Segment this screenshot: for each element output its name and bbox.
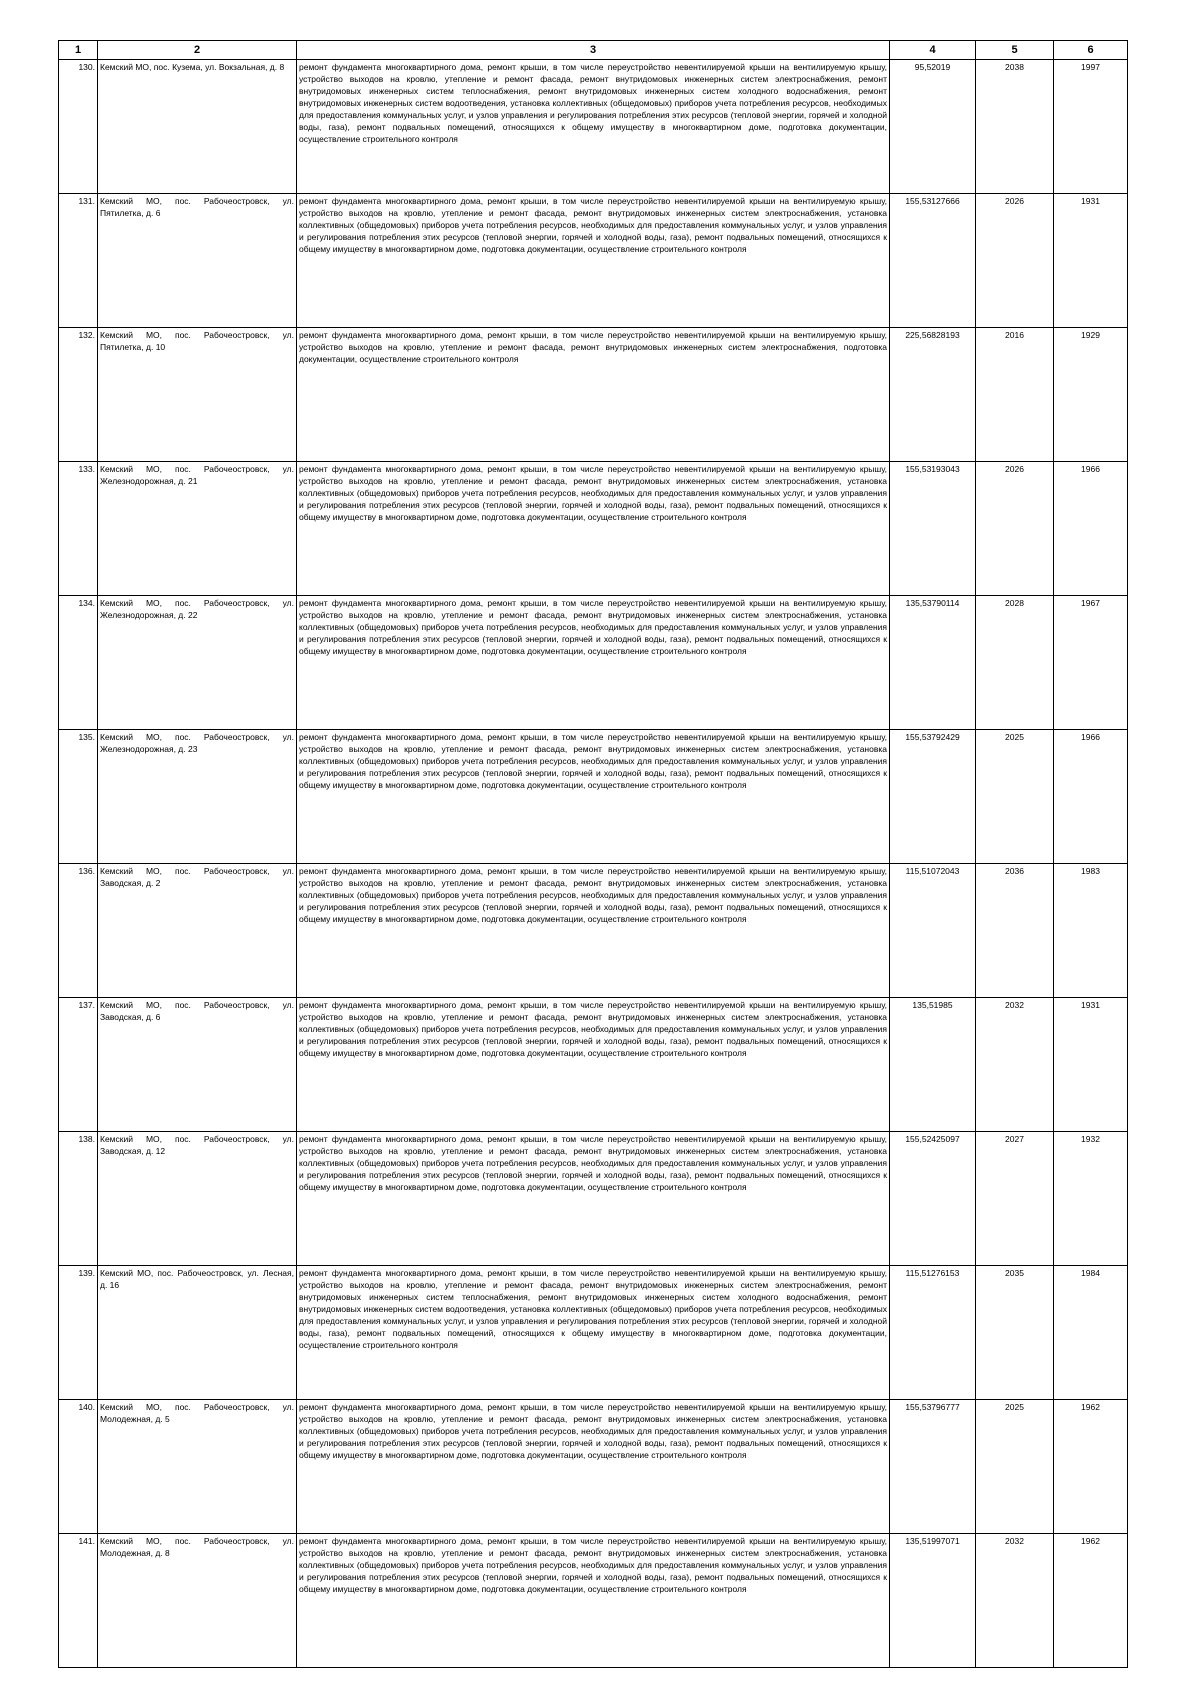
cost-cell: 135,51997071 bbox=[890, 1534, 976, 1668]
column-header: 1 bbox=[59, 41, 98, 60]
cost-cell: 155,53127666 bbox=[890, 194, 976, 328]
works-cell: ремонт фундамента многоквартирного дома, ремонт крыши, в том числе переустройство невентилируемой крыши на вентилируемую крышу, устройство выходов на кровлю, утепление и ремонт фасада, ремонт внутридомовых инженерных систем электроснабжения, установка коллективных (общедомовых) приборов учета потребления ресурсов, необходимых для предоставления коммунальных услуг, и узлов управления и регулирования потребления этих ресурсов (тепловой энергии, горячей и холодной воды, газа), ремонт подвальных помещений, относящихся к общему имуществу в многоквартирном доме, подготовка документации, осуществление строительного контроля bbox=[297, 194, 890, 328]
works-cell: ремонт фундамента многоквартирного дома, ремонт крыши, в том числе переустройство невентилируемой крыши на вентилируемую крышу, устройство выходов на кровлю, утепление и ремонт фасада, ремонт внутридомовых инженерных систем электроснабжения, установка коллективных (общедомовых) приборов учета потребления ресурсов, необходимых для предоставления коммунальных услуг, и узлов управления и регулирования потребления этих ресурсов (тепловой энергии, горячей и холодной воды, газа), ремонт подвальных помещений, относящихся к общему имуществу в многоквартирном доме, подготовка документации, осуществление строительного контроля bbox=[297, 1132, 890, 1266]
built-year-cell: 1962 bbox=[1054, 1400, 1128, 1534]
table-row bbox=[59, 1132, 1128, 1266]
address-cell: Кемский МО, пос. Рабочеостровск, ул. Железнодорожная, д. 22 bbox=[98, 596, 297, 730]
address-cell: Кемский МО, пос. Рабочеостровск, ул. Молодежная, д. 8 bbox=[98, 1534, 297, 1668]
table-row bbox=[59, 462, 1128, 596]
table-row bbox=[59, 194, 1128, 328]
planned-year-cell: 2016 bbox=[976, 328, 1054, 462]
table-row bbox=[59, 1266, 1128, 1400]
built-year-cell: 1984 bbox=[1054, 1266, 1128, 1400]
column-header: 4 bbox=[890, 41, 976, 60]
table-row bbox=[59, 864, 1128, 998]
works-cell: ремонт фундамента многоквартирного дома, ремонт крыши, в том числе переустройство невентилируемой крыши на вентилируемую крышу, устройство выходов на кровлю, утепление и ремонт фасада, ремонт внутридомовых инженерных систем электроснабжения, установка коллективных (общедомовых) приборов учета потребления ресурсов, необходимых для предоставления коммунальных услуг, и узлов управления и регулирования потребления этих ресурсов (тепловой энергии, горячей и холодной воды, газа), ремонт подвальных помещений, относящихся к общему имуществу в многоквартирном доме, подготовка документации, осуществление строительного контроля bbox=[297, 864, 890, 998]
planned-year-cell: 2032 bbox=[976, 1534, 1054, 1668]
cost-cell: 155,53792429 bbox=[890, 730, 976, 864]
table-row bbox=[59, 730, 1128, 864]
cost-cell: 135,53790114 bbox=[890, 596, 976, 730]
address-cell: Кемский МО, пос. Рабочеостровск, ул. Пятилетка, д. 10 bbox=[98, 328, 297, 462]
address-cell: Кемский МО, пос. Рабочеостровск, ул. Заводская, д. 6 bbox=[98, 998, 297, 1132]
address-cell: Кемский МО, пос. Рабочеостровск, ул. Железнодорожная, д. 21 bbox=[98, 462, 297, 596]
planned-year-cell: 2032 bbox=[976, 998, 1054, 1132]
works-cell: ремонт фундамента многоквартирного дома, ремонт крыши, в том числе переустройство невентилируемой крыши на вентилируемую крышу, устройство выходов на кровлю, утепление и ремонт фасада, ремонт внутридомовых инженерных систем электроснабжения, установка коллективных (общедомовых) приборов учета потребления ресурсов, необходимых для предоставления коммунальных услуг, и узлов управления и регулирования потребления этих ресурсов (тепловой энергии, горячей и холодной воды, газа), ремонт подвальных помещений, относящихся к общему имуществу в многоквартирном доме, подготовка документации, осуществление строительного контроля bbox=[297, 1534, 890, 1668]
planned-year-cell: 2026 bbox=[976, 194, 1054, 328]
row-number: 133. bbox=[59, 462, 98, 596]
cost-cell: 155,53193043 bbox=[890, 462, 976, 596]
row-number: 131. bbox=[59, 194, 98, 328]
planned-year-cell: 2025 bbox=[976, 730, 1054, 864]
works-cell: ремонт фундамента многоквартирного дома, ремонт крыши, в том числе переустройство невентилируемой крыши на вентилируемую крышу, устройство выходов на кровлю, утепление и ремонт фасада, ремонт внутридомовых инженерных систем электроснабжения, подготовка документации, осуществление строительного контроля bbox=[297, 328, 890, 462]
built-year-cell: 1966 bbox=[1054, 462, 1128, 596]
address-cell: Кемский МО, пос. Рабочеостровск, ул. Пятилетка, д. 6 bbox=[98, 194, 297, 328]
works-cell: ремонт фундамента многоквартирного дома, ремонт крыши, в том числе переустройство невентилируемой крыши на вентилируемую крышу, устройство выходов на кровлю, утепление и ремонт фасада, ремонт внутридомовых инженерных систем электроснабжения, установка коллективных (общедомовых) приборов учета потребления ресурсов, необходимых для предоставления коммунальных услуг, и узлов управления и регулирования потребления этих ресурсов (тепловой энергии, горячей и холодной воды, газа), ремонт подвальных помещений, относящихся к общему имуществу в многоквартирном доме, подготовка документации, осуществление строительного контроля bbox=[297, 730, 890, 864]
table-row bbox=[59, 1400, 1128, 1534]
row-number: 137. bbox=[59, 998, 98, 1132]
table-header-row bbox=[59, 41, 1128, 60]
document-page bbox=[58, 40, 1127, 1668]
capital-repair-table bbox=[58, 40, 1128, 1668]
works-cell: ремонт фундамента многоквартирного дома, ремонт крыши, в том числе переустройство невентилируемой крыши на вентилируемую крышу, устройство выходов на кровлю, утепление и ремонт фасада, ремонт внутридомовых инженерных систем электроснабжения, установка коллективных (общедомовых) приборов учета потребления ресурсов, необходимых для предоставления коммунальных услуг, и узлов управления и регулирования потребления этих ресурсов (тепловой энергии, горячей и холодной воды, газа), ремонт подвальных помещений, относящихся к общему имуществу в многоквартирном доме, подготовка документации, осуществление строительного контроля bbox=[297, 596, 890, 730]
address-cell: Кемский МО, пос. Рабочеостровск, ул. Молодежная, д. 5 bbox=[98, 1400, 297, 1534]
planned-year-cell: 2025 bbox=[976, 1400, 1054, 1534]
table-row bbox=[59, 60, 1128, 194]
table-row bbox=[59, 596, 1128, 730]
planned-year-cell: 2036 bbox=[976, 864, 1054, 998]
row-number: 136. bbox=[59, 864, 98, 998]
planned-year-cell: 2038 bbox=[976, 60, 1054, 194]
cost-cell: 95,52019 bbox=[890, 60, 976, 194]
built-year-cell: 1931 bbox=[1054, 194, 1128, 328]
built-year-cell: 1932 bbox=[1054, 1132, 1128, 1266]
works-cell: ремонт фундамента многоквартирного дома, ремонт крыши, в том числе переустройство невентилируемой крыши на вентилируемую крышу, устройство выходов на кровлю, утепление и ремонт фасада, ремонт внутридомовых инженерных систем электроснабжения, установка коллективных (общедомовых) приборов учета потребления ресурсов, необходимых для предоставления коммунальных услуг, и узлов управления и регулирования потребления этих ресурсов (тепловой энергии, горячей и холодной воды, газа), ремонт подвальных помещений, относящихся к общему имуществу в многоквартирном доме, подготовка документации, осуществление строительного контроля bbox=[297, 462, 890, 596]
planned-year-cell: 2035 bbox=[976, 1266, 1054, 1400]
column-header: 5 bbox=[976, 41, 1054, 60]
built-year-cell: 1962 bbox=[1054, 1534, 1128, 1668]
cost-cell: 155,52425097 bbox=[890, 1132, 976, 1266]
table-row bbox=[59, 328, 1128, 462]
address-cell: Кемский МО, пос. Рабочеостровск, ул. Заводская, д. 2 bbox=[98, 864, 297, 998]
cost-cell: 115,51276153 bbox=[890, 1266, 976, 1400]
built-year-cell: 1931 bbox=[1054, 998, 1128, 1132]
cost-cell: 115,51072043 bbox=[890, 864, 976, 998]
table-row bbox=[59, 1534, 1128, 1668]
column-header: 3 bbox=[297, 41, 890, 60]
built-year-cell: 1967 bbox=[1054, 596, 1128, 730]
row-number: 135. bbox=[59, 730, 98, 864]
row-number: 140. bbox=[59, 1400, 98, 1534]
row-number: 134. bbox=[59, 596, 98, 730]
works-cell: ремонт фундамента многоквартирного дома, ремонт крыши, в том числе переустройство невентилируемой крыши на вентилируемую крышу, устройство выходов на кровлю, утепление и ремонт фасада, ремонт внутридомовых инженерных систем электроснабжения, ремонт внутридомовых инженерных систем теплоснабжения, ремонт внутридомовых инженерных систем холодного водоснабжения, ремонт внутридомовых инженерных систем водоотведения, установка коллективных (общедомовых) приборов учета потребления ресурсов, необходимых для предоставления коммунальных услуг, и узлов управления и регулирования потребления этих ресурсов (тепловой энергии, горячей и холодной воды, газа), ремонт подвальных помещений, относящихся к общему имуществу в многоквартирном доме, подготовка документации, осуществление строительного контроля bbox=[297, 60, 890, 194]
built-year-cell: 1983 bbox=[1054, 864, 1128, 998]
built-year-cell: 1966 bbox=[1054, 730, 1128, 864]
row-number: 139. bbox=[59, 1266, 98, 1400]
cost-cell: 135,51985 bbox=[890, 998, 976, 1132]
built-year-cell: 1997 bbox=[1054, 60, 1128, 194]
table-body bbox=[59, 60, 1128, 1668]
row-number: 130. bbox=[59, 60, 98, 194]
works-cell: ремонт фундамента многоквартирного дома, ремонт крыши, в том числе переустройство невентилируемой крыши на вентилируемую крышу, устройство выходов на кровлю, утепление и ремонт фасада, ремонт внутридомовых инженерных систем электроснабжения, установка коллективных (общедомовых) приборов учета потребления ресурсов, необходимых для предоставления коммунальных услуг, и узлов управления и регулирования потребления этих ресурсов (тепловой энергии, горячей и холодной воды, газа), ремонт подвальных помещений, относящихся к общему имуществу в многоквартирном доме, подготовка документации, осуществление строительного контроля bbox=[297, 998, 890, 1132]
column-header: 6 bbox=[1054, 41, 1128, 60]
cost-cell: 225,56828193 bbox=[890, 328, 976, 462]
table-row bbox=[59, 998, 1128, 1132]
address-cell: Кемский МО, пос. Рабочеостровск, ул. Железнодорожная, д. 23 bbox=[98, 730, 297, 864]
cost-cell: 155,53796777 bbox=[890, 1400, 976, 1534]
row-number: 132. bbox=[59, 328, 98, 462]
column-header: 2 bbox=[98, 41, 297, 60]
address-cell: Кемский МО, пос. Кузема, ул. Вокзальная, д. 8 bbox=[98, 60, 297, 194]
address-cell: Кемский МО, пос. Рабочеостровск, ул. Заводская, д. 12 bbox=[98, 1132, 297, 1266]
row-number: 138. bbox=[59, 1132, 98, 1266]
planned-year-cell: 2028 bbox=[976, 596, 1054, 730]
row-number: 141. bbox=[59, 1534, 98, 1668]
works-cell: ремонт фундамента многоквартирного дома, ремонт крыши, в том числе переустройство невентилируемой крыши на вентилируемую крышу, устройство выходов на кровлю, утепление и ремонт фасада, ремонт внутридомовых инженерных систем электроснабжения, установка коллективных (общедомовых) приборов учета потребления ресурсов, необходимых для предоставления коммунальных услуг, и узлов управления и регулирования потребления этих ресурсов (тепловой энергии, горячей и холодной воды, газа), ремонт подвальных помещений, относящихся к общему имуществу в многоквартирном доме, подготовка документации, осуществление строительного контроля bbox=[297, 1400, 890, 1534]
built-year-cell: 1929 bbox=[1054, 328, 1128, 462]
planned-year-cell: 2027 bbox=[976, 1132, 1054, 1266]
address-cell: Кемский МО, пос. Рабочеостровск, ул. Лесная, д. 16 bbox=[98, 1266, 297, 1400]
planned-year-cell: 2026 bbox=[976, 462, 1054, 596]
works-cell: ремонт фундамента многоквартирного дома, ремонт крыши, в том числе переустройство невентилируемой крыши на вентилируемую крышу, устройство выходов на кровлю, утепление и ремонт фасада, ремонт внутридомовых инженерных систем электроснабжения, ремонт внутридомовых инженерных систем теплоснабжения, ремонт внутридомовых инженерных систем холодного водоснабжения, ремонт внутридомовых инженерных систем водоотведения, установка коллективных (общедомовых) приборов учета потребления ресурсов, необходимых для предоставления коммунальных услуг, и узлов управления и регулирования потребления этих ресурсов (тепловой энергии, горячей и холодной воды, газа), ремонт подвальных помещений, относящихся к общему имуществу в многоквартирном доме, подготовка документации, осуществление строительного контроля bbox=[297, 1266, 890, 1400]
